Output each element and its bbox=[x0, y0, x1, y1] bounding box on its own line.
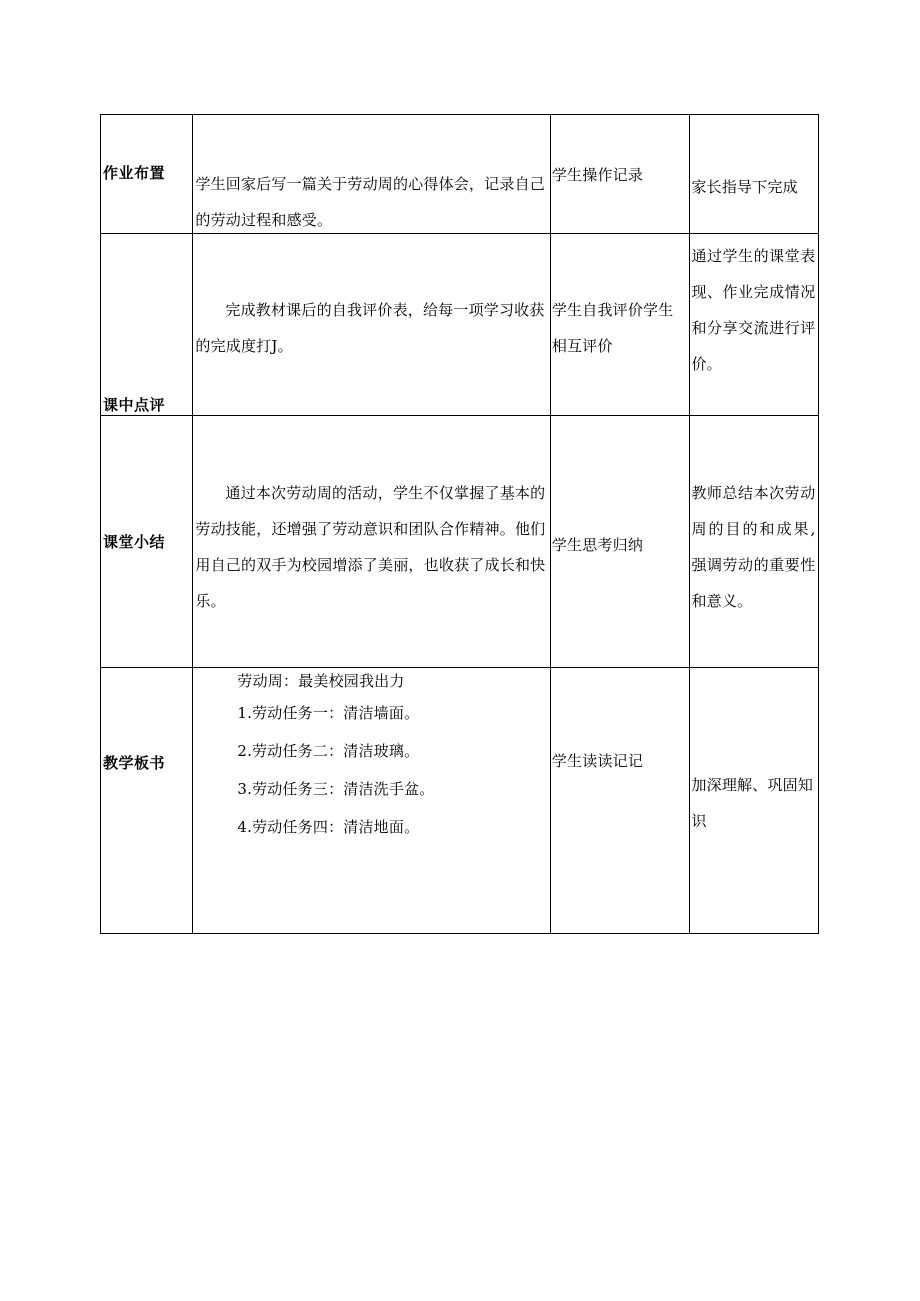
table-row bbox=[101, 115, 819, 234]
blackboard-item: 1.劳动任务一：清洁墙面。 bbox=[237, 704, 420, 722]
summary-content: 通过本次劳动周的活动，学生不仅掌握了基本的劳动技能，还增强了劳动意识和团队合作精神。他们用自己的双手为校园增添了美丽，也收获了成长和快乐。 bbox=[195, 484, 546, 610]
summary-activity: 学生思考归纳 bbox=[551, 536, 644, 554]
lesson-plan-table bbox=[100, 114, 819, 934]
blackboard-intent: 加深理解、巩固知识 bbox=[691, 776, 814, 830]
row-header-cell bbox=[101, 416, 193, 668]
intent-cell bbox=[690, 115, 819, 234]
intent-cell bbox=[690, 668, 819, 934]
table-row bbox=[101, 234, 819, 416]
review-content: 完成教材课后的自我评价表，给每一项学习收获的完成度打J。 bbox=[195, 301, 545, 355]
content-cell bbox=[193, 668, 550, 934]
activity-cell bbox=[550, 115, 690, 234]
review-intent: 通过学生的课堂表现、作业完成情况和分享交流进行评价。 bbox=[691, 247, 816, 373]
row-header-summary: 课堂小结 bbox=[103, 533, 166, 551]
row-header-homework: 作业布置 bbox=[103, 164, 166, 182]
intent-cell bbox=[690, 416, 819, 668]
row-header-cell bbox=[101, 234, 193, 416]
homework-content: 学生回家后写一篇关于劳动周的心得体会，记录自己的劳动过程和感受。 bbox=[195, 175, 545, 229]
homework-intent: 家长指导下完成 bbox=[691, 178, 798, 196]
intent-cell bbox=[690, 234, 819, 416]
content-cell bbox=[193, 234, 550, 416]
blackboard-title: 劳动周：最美校园我出力 bbox=[237, 672, 405, 690]
review-activity: 学生自我评价学生相互评价 bbox=[551, 301, 674, 355]
blackboard-item: 4.劳动任务四：清洁地面。 bbox=[237, 818, 420, 836]
blackboard-item: 3.劳动任务三：清洁洗手盆。 bbox=[237, 780, 435, 798]
content-cell bbox=[193, 115, 550, 234]
summary-intent: 教师总结本次劳动周的目的和成果,强调劳动的重要性和意义。 bbox=[691, 484, 816, 610]
blackboard-activity: 学生读读记记 bbox=[551, 752, 644, 770]
row-header-blackboard: 教学板书 bbox=[103, 754, 166, 772]
activity-cell bbox=[550, 416, 690, 668]
row-header-cell bbox=[101, 115, 193, 234]
blackboard-item: 2.劳动任务二：清洁玻璃。 bbox=[237, 742, 420, 760]
row-header-review: 课中点评 bbox=[103, 396, 166, 414]
activity-cell bbox=[550, 668, 690, 934]
homework-activity: 学生操作记录 bbox=[551, 166, 644, 184]
blackboard-content bbox=[201, 668, 541, 846]
content-cell bbox=[193, 416, 550, 668]
activity-cell bbox=[550, 234, 690, 416]
row-header-cell bbox=[101, 668, 193, 934]
table-row bbox=[101, 668, 819, 934]
table-row bbox=[101, 416, 819, 668]
